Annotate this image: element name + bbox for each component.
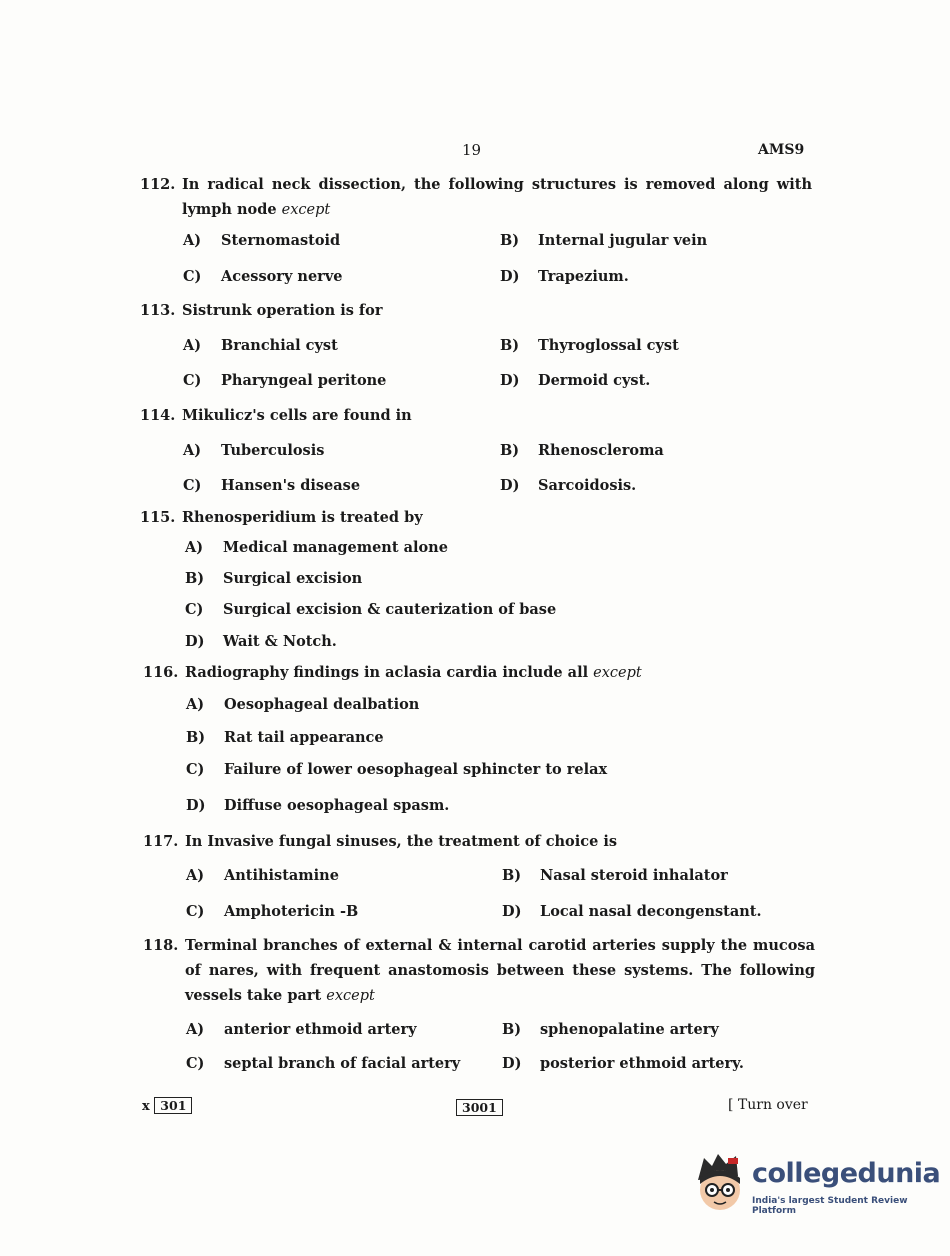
- question-text: Terminal branches of external & internal carotid arteries supply the mucosa of nares, with frequent anastomosis between these systems. The following vessels take part: [185, 937, 815, 1004]
- question-number: 115.: [140, 509, 176, 526]
- logo-name: collegedunia: [752, 1158, 941, 1189]
- turn-over-note: [ Turn over: [728, 1097, 808, 1113]
- question-117: [143, 829, 815, 854]
- option-d: D) Local nasal decongenstant.: [502, 903, 762, 920]
- question-number: 117.: [143, 833, 179, 850]
- footer-series: x 301: [142, 1097, 192, 1114]
- option-b: B) Nasal steroid inhalator: [502, 867, 728, 884]
- collegedunia-watermark: [690, 1150, 941, 1216]
- footer-code: [456, 1097, 503, 1116]
- question-emphasis: except: [281, 202, 331, 218]
- option-b: B) Rat tail appearance: [186, 729, 384, 746]
- option-c: C) Failure of lower oesophageal sphincter to relax: [186, 761, 608, 778]
- question-115: [140, 505, 812, 530]
- option-b: B) sphenopalatine artery: [502, 1021, 719, 1038]
- option-a: A) Sternomastoid: [183, 232, 341, 249]
- question-113: [140, 298, 812, 323]
- option-c: C) septal branch of facial artery: [186, 1055, 461, 1072]
- option-b: B) Thyroglossal cyst: [500, 337, 679, 354]
- question-number: 114.: [140, 407, 176, 424]
- option-c: C) Pharyngeal peritone: [183, 372, 387, 389]
- question-number: 118.: [143, 937, 179, 954]
- question-118: [143, 933, 815, 1009]
- option-a: A) Branchial cyst: [183, 337, 338, 354]
- option-a: A) anterior ethmoid artery: [186, 1021, 417, 1038]
- question-number: 112.: [140, 176, 176, 193]
- option-b: B) Internal jugular vein: [500, 232, 708, 249]
- question-112: [140, 172, 812, 223]
- question-text: Sistrunk operation is for: [182, 302, 383, 319]
- code-box: 3001: [456, 1099, 503, 1116]
- question-text: In Invasive fungal sinuses, the treatment of choice is: [185, 833, 618, 850]
- option-a: A) Oesophageal dealbation: [186, 696, 420, 713]
- option-d: D) Dermoid cyst.: [500, 372, 651, 389]
- option-d: D) Wait & Notch.: [185, 633, 337, 650]
- question-text: Mikulicz's cells are found in: [182, 407, 412, 424]
- option-d: D) Sarcoidosis.: [500, 477, 637, 494]
- question-emphasis: except: [593, 665, 642, 681]
- option-a: A) Antihistamine: [186, 867, 339, 884]
- option-c: C) Acessory nerve: [183, 268, 343, 285]
- question-116: [143, 660, 815, 686]
- option-c: C) Surgical excision & cauterization of base: [185, 601, 557, 618]
- option-a: A) Medical management alone: [185, 539, 448, 556]
- logo-tagline: India's largest Student Review Platform: [752, 1196, 908, 1216]
- option-c: C) Amphotericin -B: [186, 903, 359, 920]
- option-b: B) Surgical excision: [185, 570, 363, 587]
- series-box: 301: [154, 1097, 192, 1114]
- option-d: D) Diffuse oesophageal spasm.: [186, 797, 450, 814]
- option-d: D) posterior ethmoid artery.: [502, 1055, 744, 1072]
- option-b: B) Rhenoscleroma: [500, 442, 664, 459]
- mascot-icon: [690, 1150, 750, 1216]
- question-number: 113.: [140, 302, 176, 319]
- question-text: Radiography findings in aclasia cardia include all: [185, 664, 589, 681]
- question-number: 116.: [143, 664, 179, 681]
- question-text: Rhenosperidium is treated by: [182, 509, 423, 526]
- option-c: C) Hansen's disease: [183, 477, 361, 494]
- option-d: D) Trapezium.: [500, 268, 629, 285]
- option-a: A) Tuberculosis: [183, 442, 325, 459]
- question-114: [140, 403, 812, 428]
- question-emphasis: except: [326, 988, 375, 1004]
- page-number: 19: [462, 141, 482, 159]
- booklet-code: AMS9: [758, 142, 805, 158]
- question-text: In radical neck dissection, the following structures is removed along with lymph node: [182, 176, 812, 218]
